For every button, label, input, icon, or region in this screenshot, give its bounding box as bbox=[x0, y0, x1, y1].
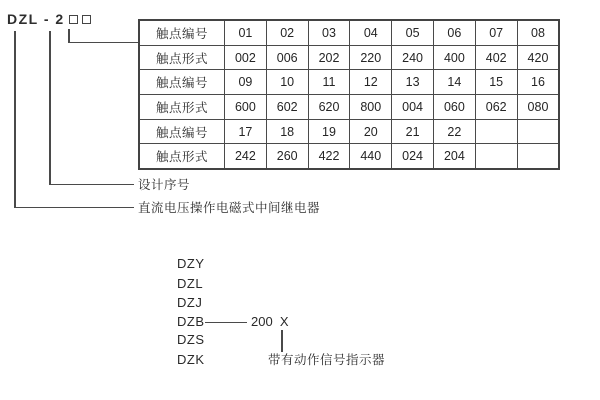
table-cell: 080 bbox=[517, 95, 559, 120]
table-row bbox=[139, 95, 559, 120]
table-cell: 062 bbox=[475, 95, 517, 120]
connector-digitbox-vertical bbox=[68, 29, 70, 43]
table-cell: 13 bbox=[392, 70, 434, 95]
table-cell: 22 bbox=[433, 119, 475, 144]
table-cell: 024 bbox=[392, 144, 434, 169]
table-cell: 08 bbox=[517, 20, 559, 45]
series-item-dzb: DZB bbox=[177, 314, 205, 329]
table-cell: 204 bbox=[433, 144, 475, 169]
table-cell bbox=[475, 119, 517, 144]
table-cell: 220 bbox=[350, 45, 392, 70]
relay-type-label: 直流电压操作电磁式中间继电器 bbox=[138, 201, 321, 215]
table-cell: 14 bbox=[433, 70, 475, 95]
table-cell bbox=[475, 144, 517, 169]
table-cell: 02 bbox=[266, 20, 308, 45]
row-header: 触点形式 bbox=[139, 45, 225, 70]
table-cell: 600 bbox=[225, 95, 267, 120]
row-header: 触点编号 bbox=[139, 119, 225, 144]
dzb-model-value: 200 X bbox=[251, 314, 289, 329]
series-item-dzj: DZJ bbox=[177, 295, 203, 310]
model-code-text: DZL - 2 bbox=[7, 11, 65, 27]
digit-placeholder-box-1 bbox=[69, 15, 78, 24]
contact-table-wrapper bbox=[138, 19, 560, 170]
series-item-dzs: DZS bbox=[177, 332, 205, 347]
row-header: 触点形式 bbox=[139, 95, 225, 120]
dzb-connector-line bbox=[205, 322, 247, 324]
series-item-dzy: DZY bbox=[177, 256, 205, 271]
table-cell: 07 bbox=[475, 20, 517, 45]
indicator-connector-line bbox=[281, 330, 283, 352]
table-cell: 18 bbox=[266, 119, 308, 144]
table-row bbox=[139, 144, 559, 169]
table-cell: 240 bbox=[392, 45, 434, 70]
table-cell: 01 bbox=[225, 20, 267, 45]
table-cell: 17 bbox=[225, 119, 267, 144]
contact-table bbox=[138, 19, 560, 170]
table-cell: 03 bbox=[308, 20, 350, 45]
row-header: 触点编号 bbox=[139, 20, 225, 45]
table-cell: 002 bbox=[225, 45, 267, 70]
table-cell: 04 bbox=[350, 20, 392, 45]
row-header: 触点编号 bbox=[139, 70, 225, 95]
table-row bbox=[139, 70, 559, 95]
series-item-dzk: DZK bbox=[177, 352, 205, 367]
table-row bbox=[139, 45, 559, 70]
table-cell: 400 bbox=[433, 45, 475, 70]
table-cell: 16 bbox=[517, 70, 559, 95]
indicator-note-label: 带有动作信号指示器 bbox=[268, 353, 386, 367]
table-cell: 602 bbox=[266, 95, 308, 120]
connector-relay-vertical bbox=[14, 31, 16, 208]
table-cell: 202 bbox=[308, 45, 350, 70]
table-cell: 800 bbox=[350, 95, 392, 120]
table-cell: 422 bbox=[308, 144, 350, 169]
table-cell: 19 bbox=[308, 119, 350, 144]
table-cell: 20 bbox=[350, 119, 392, 144]
table-cell: 006 bbox=[266, 45, 308, 70]
table-cell: 10 bbox=[266, 70, 308, 95]
table-cell: 05 bbox=[392, 20, 434, 45]
table-cell: 11 bbox=[308, 70, 350, 95]
table-cell bbox=[517, 144, 559, 169]
table-cell: 004 bbox=[392, 95, 434, 120]
connector-design-horizontal bbox=[49, 184, 134, 186]
table-cell: 620 bbox=[308, 95, 350, 120]
connector-digitbox-horizontal bbox=[68, 42, 138, 44]
table-row bbox=[139, 20, 559, 45]
table-cell: 06 bbox=[433, 20, 475, 45]
table-cell: 15 bbox=[475, 70, 517, 95]
model-code bbox=[7, 11, 91, 27]
row-header: 触点形式 bbox=[139, 144, 225, 169]
connector-relay-horizontal bbox=[14, 207, 134, 209]
table-cell bbox=[517, 119, 559, 144]
series-item-dzl: DZL bbox=[177, 276, 204, 291]
table-cell: 440 bbox=[350, 144, 392, 169]
table-cell: 21 bbox=[392, 119, 434, 144]
table-cell: 402 bbox=[475, 45, 517, 70]
table-cell: 09 bbox=[225, 70, 267, 95]
table-cell: 060 bbox=[433, 95, 475, 120]
table-row bbox=[139, 119, 559, 144]
design-serial-label: 设计序号 bbox=[138, 178, 191, 192]
digit-placeholder-box-2 bbox=[82, 15, 91, 24]
table-cell: 12 bbox=[350, 70, 392, 95]
connector-design-vertical bbox=[49, 31, 51, 185]
table-cell: 260 bbox=[266, 144, 308, 169]
table-cell: 242 bbox=[225, 144, 267, 169]
table-cell: 420 bbox=[517, 45, 559, 70]
